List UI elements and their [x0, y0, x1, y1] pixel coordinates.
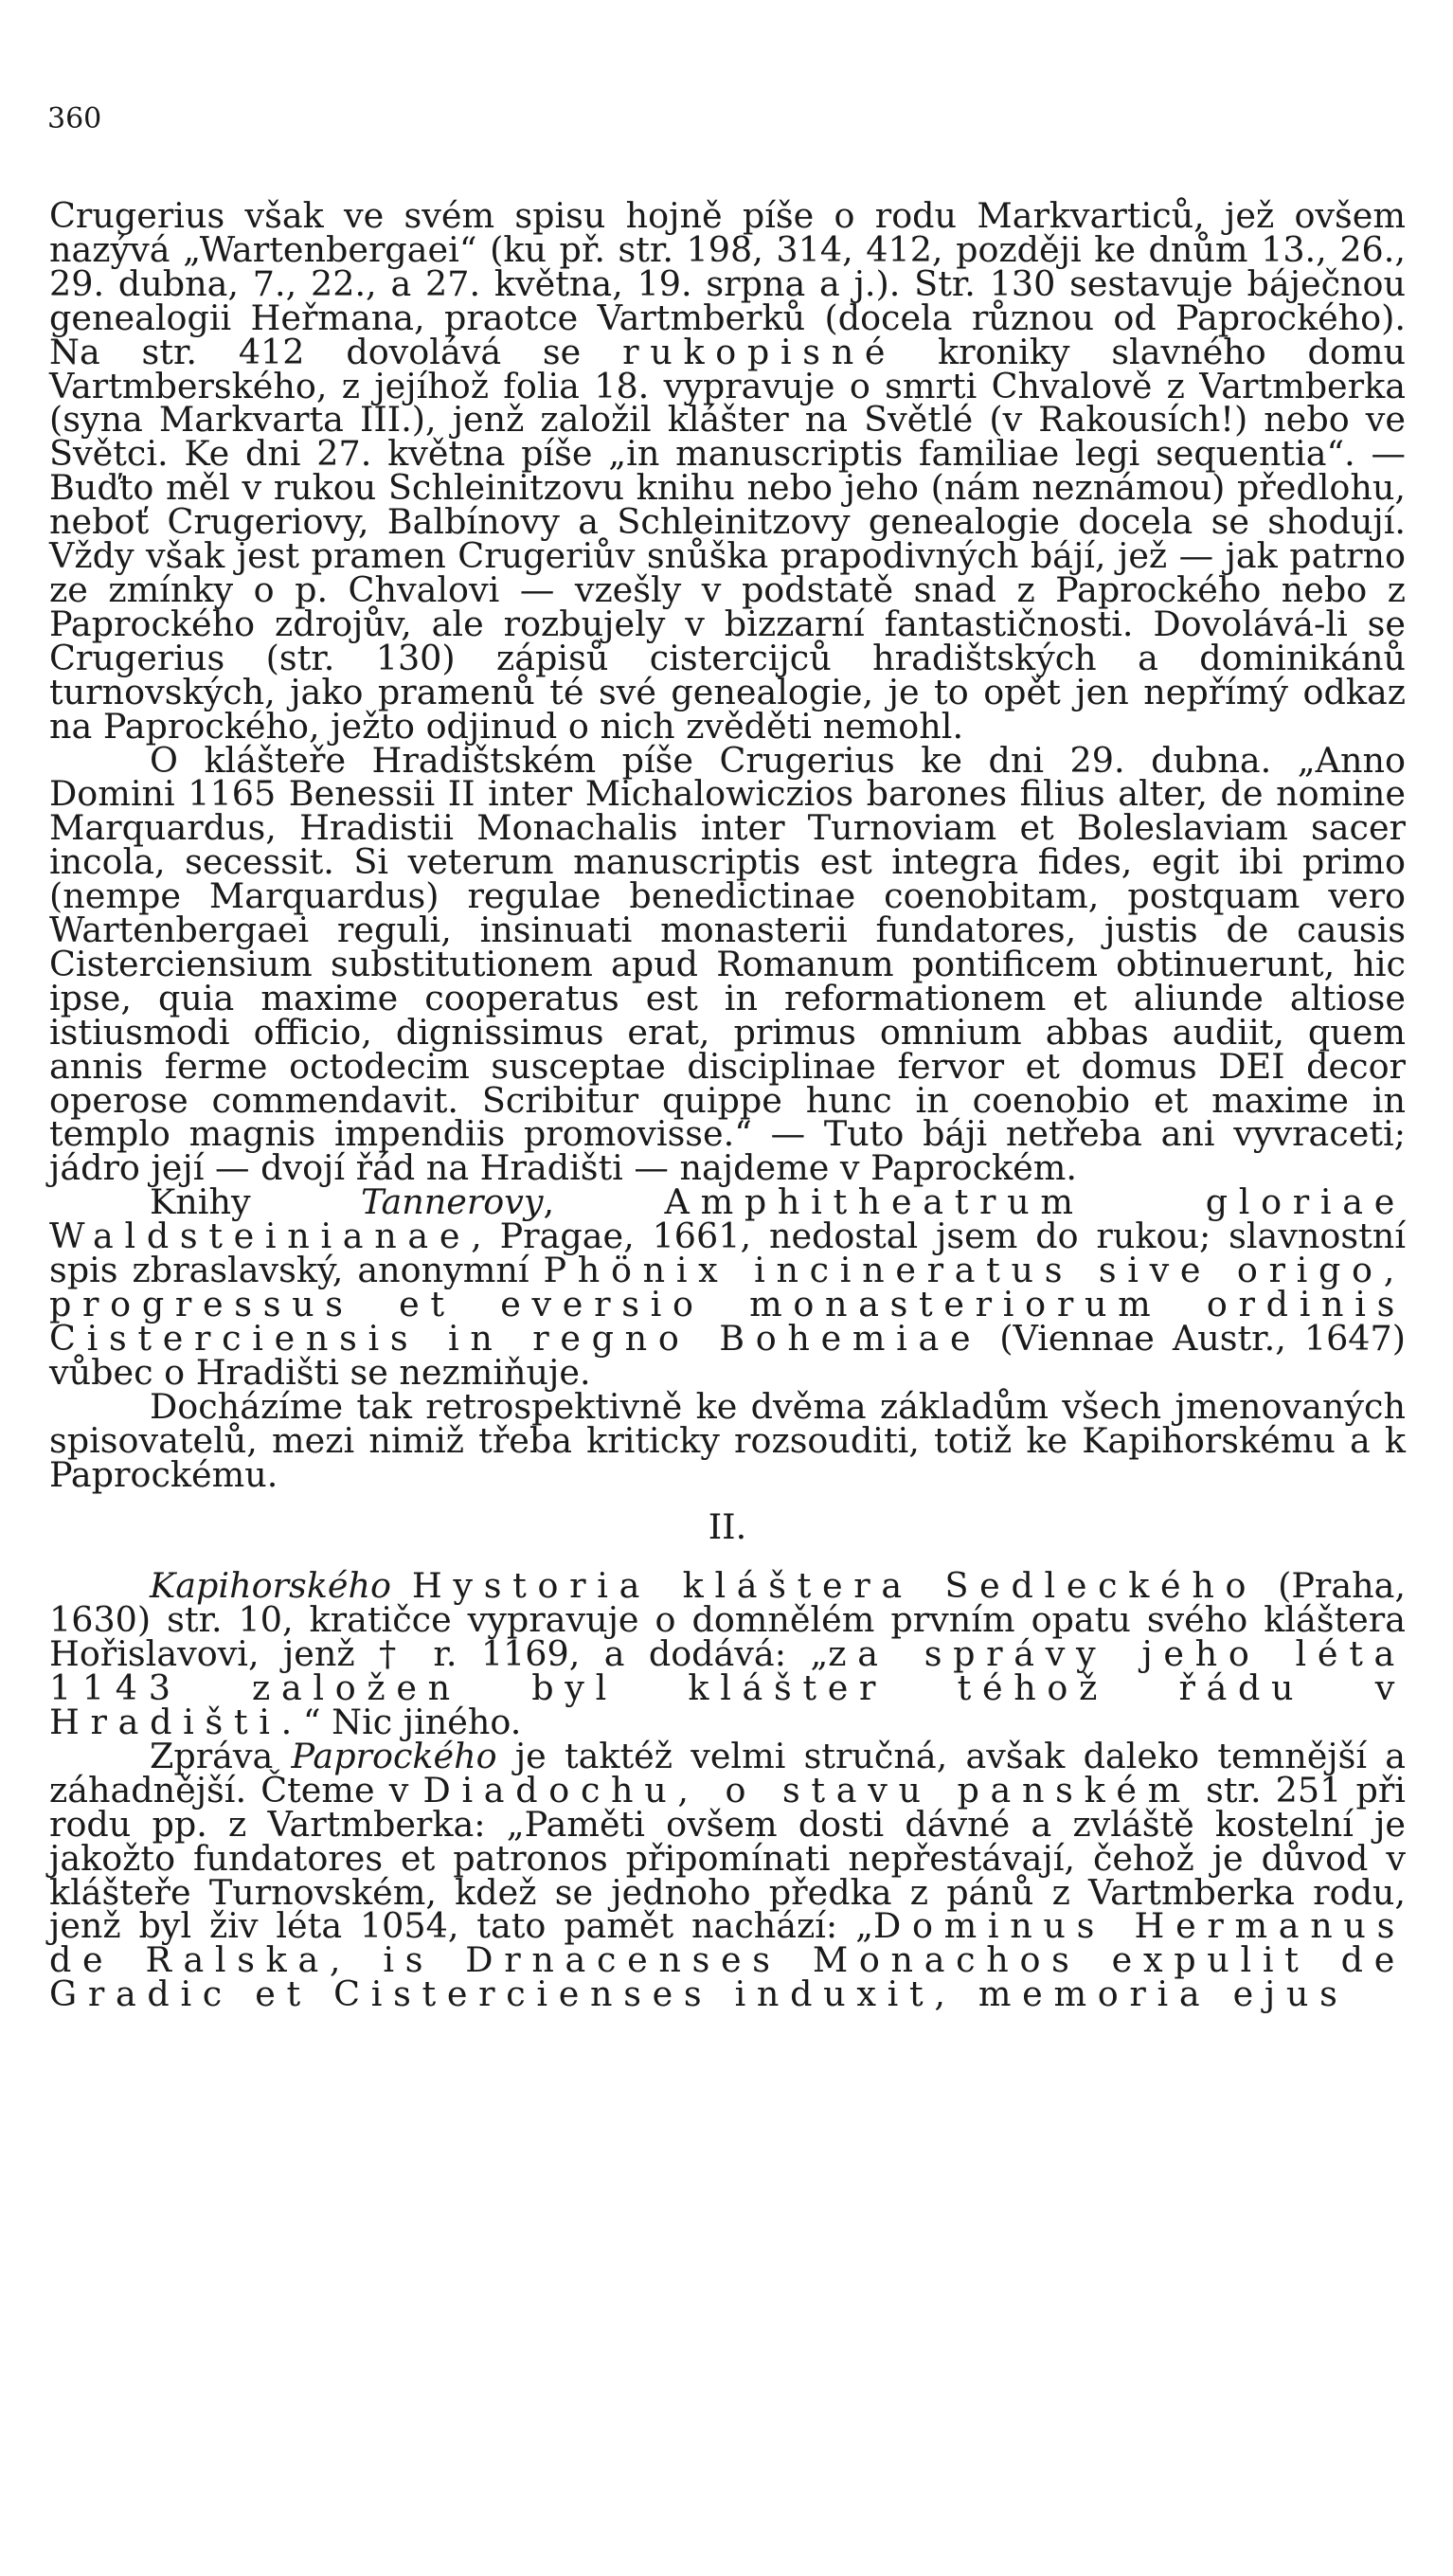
- section-heading: II.: [708, 1506, 747, 1548]
- spaced-quote: Dominus Hermanus de Ralska, is Drnacenses Monachos expulit de Gradic et Cistercienses induxit, memoria ejus: [49, 1905, 1406, 2015]
- spaced-title: Diadochu, o stavu panském: [422, 1769, 1192, 1810]
- paragraph-tanner: Knihy Tannerovy, Amphitheatrum gloriae Waldsteinianae, Pragae, 1661, nedostal jsem do rukou; slavnostní spis zbraslavský, anonymní Phönix incineratus sive origo, progressus et eversio monasteriorum ordinis Cisterciensis in regno Bohemiae (Viennae Austr., 1647) vůbec o Hradišti se nezmiňuje.: [49, 1181, 1406, 1393]
- author-name: Tannerovy: [360, 1181, 544, 1223]
- spaced-term: rukopisné: [622, 331, 897, 372]
- paragraph-retrospective: Docházíme tak retrospektivně ke dvěma základům všech jmenovaných spisovatelů, mezi nimiž třeba kriticky rozsouditi, totiž ke Kapihorskému a k Paprockému.: [49, 1385, 1406, 1495]
- text-column: [49, 195, 1406, 2015]
- spaced-title: Amphitheatrum gloriae Waldsteinianae: [49, 1181, 1406, 1257]
- author-name: Paprockého: [291, 1735, 497, 1776]
- paragraph-paprocky: Zpráva Paprockého je taktéž velmi stručná, avšak daleko temnější a záhadnější. Čteme v Diadochu, o stavu panském str. 251 při rodu pp. z Vartmberka: „Paměti ovšem dosti dávné a zvláště kostelní je jakožto fundatores et patronos připomínati nepřestávají, čehož je důvod v klášteře Turnovském, kdež se jednoho předka z pánů z Vartmberka rodu, jenž byl živ léta 1054, tato pamět nachází: „Dominus Hermanus de Ralska, is Drnacenses Monachos expulit de Gradic et Cistercienses induxit, memoria ejus: [49, 1735, 1406, 2015]
- spaced-quote: za správy jeho léta 1143 založen byl klášter téhož řádu v Hradišti.: [49, 1633, 1406, 1742]
- spaced-title: Phönix incineratus sive origo, progressus et eversio monasteriorum ordinis Cisterciensis in regno Bohemiae: [49, 1250, 1406, 1359]
- author-name: Kapihorského: [150, 1565, 391, 1607]
- page-number: 360: [47, 102, 102, 135]
- paragraph-crugerius: Crugerius však ve svém spisu hojně píše o rodu Markvarticů, jež ovšem nazývá „Wartenbergaei“ (ku př. str. 198, 314, 412, později ke dnům 13., 26., 29. dubna, 7., 22., a 27. května, 19. srpna a j.). Str. 130 sestavuje báječnou genealogii Heřmana, praotce Vartmberků (docela různou od Paprockého). Na str. 412 dovolává se rukopisné kroniky slavného domu Vartmberského, z jejíhož folia 18. vypravuje o smrti Chvalově z Vartmberka (syna Markvarta III.), jenž založil klášter na Světlé (v Rakousích!) nebo ve Světci. Ke dni 27. května píše „in manuscriptis familiae legi sequentia“. — Buďto měl v rukou Schleinitzovu knihu nebo jeho (nám neznámou) předlohu, neboť Crugeriovy, Balbínovy a Schleinitzovy genealogie docela se shodují. Vždy však jest pramen Crugeriův snůška prapodivných bájí, jež — jak patrno ze zmínky o p. Chvalovi — vzešly v podstatě snad z Paprockého nebo z Paprockého zdrojův, ale rozbujely v bizzarní fantastičnosti. Dovolává-li se Crugerius (str. 130) zápisů cistercijců hradištských a dominikánů turnovských, jako pramenů té své genealogie, je to opět jen nepřímý odkaz na Paprockého, ježto odjinud o nich zvěděti nemohl.: [49, 195, 1406, 747]
- paragraph-hradiste: O klášteře Hradištském píše Crugerius ke dni 29. dubna. „Anno Domini 1165 Benessii II inter Michalowiczios barones filius alter, de nomine Marquardus, Hradistii Monachalis inter Turnoviam et Boleslaviam sacer incola, secessit. Si veterum manuscriptis est integra fides, egit ibi primo (nempe Marquardus) regulae benedictinae coenobitam, postquam vero Wartenbergaei reguli, insinuati monasterii fundatores, justis de causis Cisterciensium substitutionem apud Romanum pontificem obtinuerunt, hic ipse, quia maxime cooperatus est in reformationem et aliunde altiose istiusmodi officio, dignissimus erat, primus omnium abbas audiit, quem annis ferme octodecim susceptae disciplinae fervor et domus DEI decor operose commendavit. Scribitur quippe hunc in coenobio et maxime in templo magnis impendiis promovisse.“ — Tuto báji netřeba ani vyvraceti; jádro její — dvojí řád na Hradišti — najdeme v Paprockém.: [49, 739, 1406, 1189]
- spaced-title: Hystoria kláštera Sedleckého: [411, 1565, 1258, 1607]
- paragraph-kapihorsky: Kapihorského Hystoria kláštera Sedleckého (Praha, 1630) str. 10, kratičce vypravuje o domnělém prvním opatu svého kláštera Hořislavovi, jenž † r. 1169, a dodává: „za správy jeho léta 1143 založen byl klášter téhož řádu v Hradišti.“ Nic jiného.: [49, 1565, 1406, 1742]
